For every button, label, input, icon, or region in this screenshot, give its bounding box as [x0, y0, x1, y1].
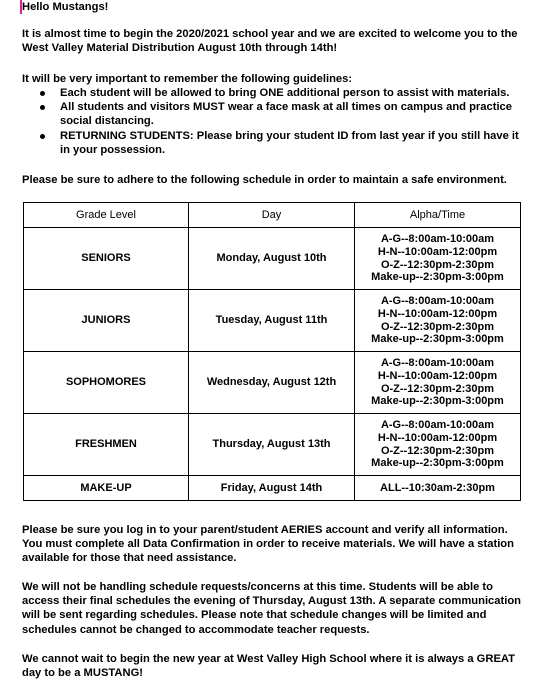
grade-cell: JUNIORS [24, 290, 189, 352]
grade-cell: MAKE-UP [24, 476, 189, 501]
time-slot: Make-up--2:30pm-3:00pm [371, 333, 504, 346]
guideline-text: RETURNING STUDENTS: Please bring your student ID from last year if you still have it in your possession. [60, 129, 519, 156]
grade-cell: SOPHOMORES [24, 352, 189, 414]
guidelines-list [22, 86, 527, 157]
table-header-row [24, 203, 521, 228]
bullet-icon [40, 91, 45, 96]
bullet-icon [40, 134, 45, 139]
guideline-item [22, 129, 527, 157]
guideline-item [22, 100, 527, 128]
aeries-paragraph: Please be sure you log in to your parent/student AERIES account and verify all information. You must complete all Data Confirmation in order to receive materials. We will have a station available for those that need assistance. [22, 524, 514, 565]
day-cell: Tuesday, August 11th [189, 290, 355, 352]
grade-cell: FRESHMEN [24, 414, 189, 476]
day-cell: Thursday, August 13th [189, 414, 355, 476]
schedule-intro: Please be sure to adhere to the following schedule in order to maintain a safe environment. [22, 174, 507, 186]
day-cell: Wednesday, August 12th [189, 352, 355, 414]
grade-cell: SENIORS [24, 228, 189, 290]
closing-paragraph: We cannot wait to begin the new year at West Valley High School where it is always a GREAT day to be a MUSTANG! [22, 653, 515, 680]
time-slot: H-N--10:00am-12:00pm [377, 307, 498, 320]
time-slot: H-N--10:00am-12:00pm [377, 431, 498, 444]
table-row [24, 352, 521, 414]
time-slot: O-Z--12:30pm-2:30pm [380, 382, 495, 395]
time-slot: A-G--8:00am-10:00am [380, 233, 495, 246]
time-slot: O-Z--12:30pm-2:30pm [380, 444, 495, 457]
time-slot: A-G--8:00am-10:00am [380, 357, 495, 370]
time-slot: A-G--8:00am-10:00am [380, 295, 495, 308]
guideline-item [22, 86, 527, 100]
time-cell [355, 228, 521, 290]
table-row [24, 228, 521, 290]
greeting: Hello Mustangs! [22, 1, 109, 13]
time-slot: ALL--10:30am-2:30pm [380, 481, 495, 494]
time-cell [355, 352, 521, 414]
day-cell: Monday, August 10th [189, 228, 355, 290]
time-slot: H-N--10:00am-12:00pm [377, 369, 498, 382]
time-cell [355, 290, 521, 352]
time-slot: A-G--8:00am-10:00am [380, 419, 495, 432]
time-slot: O-Z--12:30pm-2:30pm [380, 320, 495, 333]
guideline-text: All students and visitors MUST wear a face mask at all times on campus and practice social distancing. [60, 101, 513, 128]
header-day: Day [189, 203, 355, 228]
day-cell: Friday, August 14th [189, 476, 355, 501]
schedule-table [23, 202, 521, 501]
time-slot: Make-up--2:30pm-3:00pm [371, 457, 504, 470]
intro-paragraph: It is almost time to begin the 2020/2021 school year and we are excited to welcome you to the West Valley Material Distribution August 10th through 14th! [22, 28, 518, 55]
time-slot: Make-up--2:30pm-3:00pm [371, 271, 504, 284]
bullet-icon [40, 105, 45, 110]
table-row [24, 290, 521, 352]
table-row [24, 476, 521, 501]
time-cell [355, 414, 521, 476]
schedule-requests-paragraph: We will not be handling schedule requests/concerns at this time. Students will be able to access their final schedules the evening of Thursday, August 13th. A separate communication will be sent regarding schedules. Please note that schedule changes will be limited and schedules cannot be changed to accommodate teacher requests. [22, 581, 522, 636]
guidelines-intro: It will be very important to remember the following guidelines: [22, 73, 353, 85]
time-slot: O-Z--12:30pm-2:30pm [380, 258, 495, 271]
time-slot: H-N--10:00am-12:00pm [377, 245, 498, 258]
header-grade-level: Grade Level [24, 203, 189, 228]
table-row [24, 414, 521, 476]
header-alpha-time: Alpha/Time [355, 203, 521, 228]
time-slot: Make-up--2:30pm-3:00pm [371, 395, 504, 408]
time-cell [355, 476, 521, 501]
guideline-text: Each student will be allowed to bring ONE additional person to assist with materials. [60, 87, 510, 99]
